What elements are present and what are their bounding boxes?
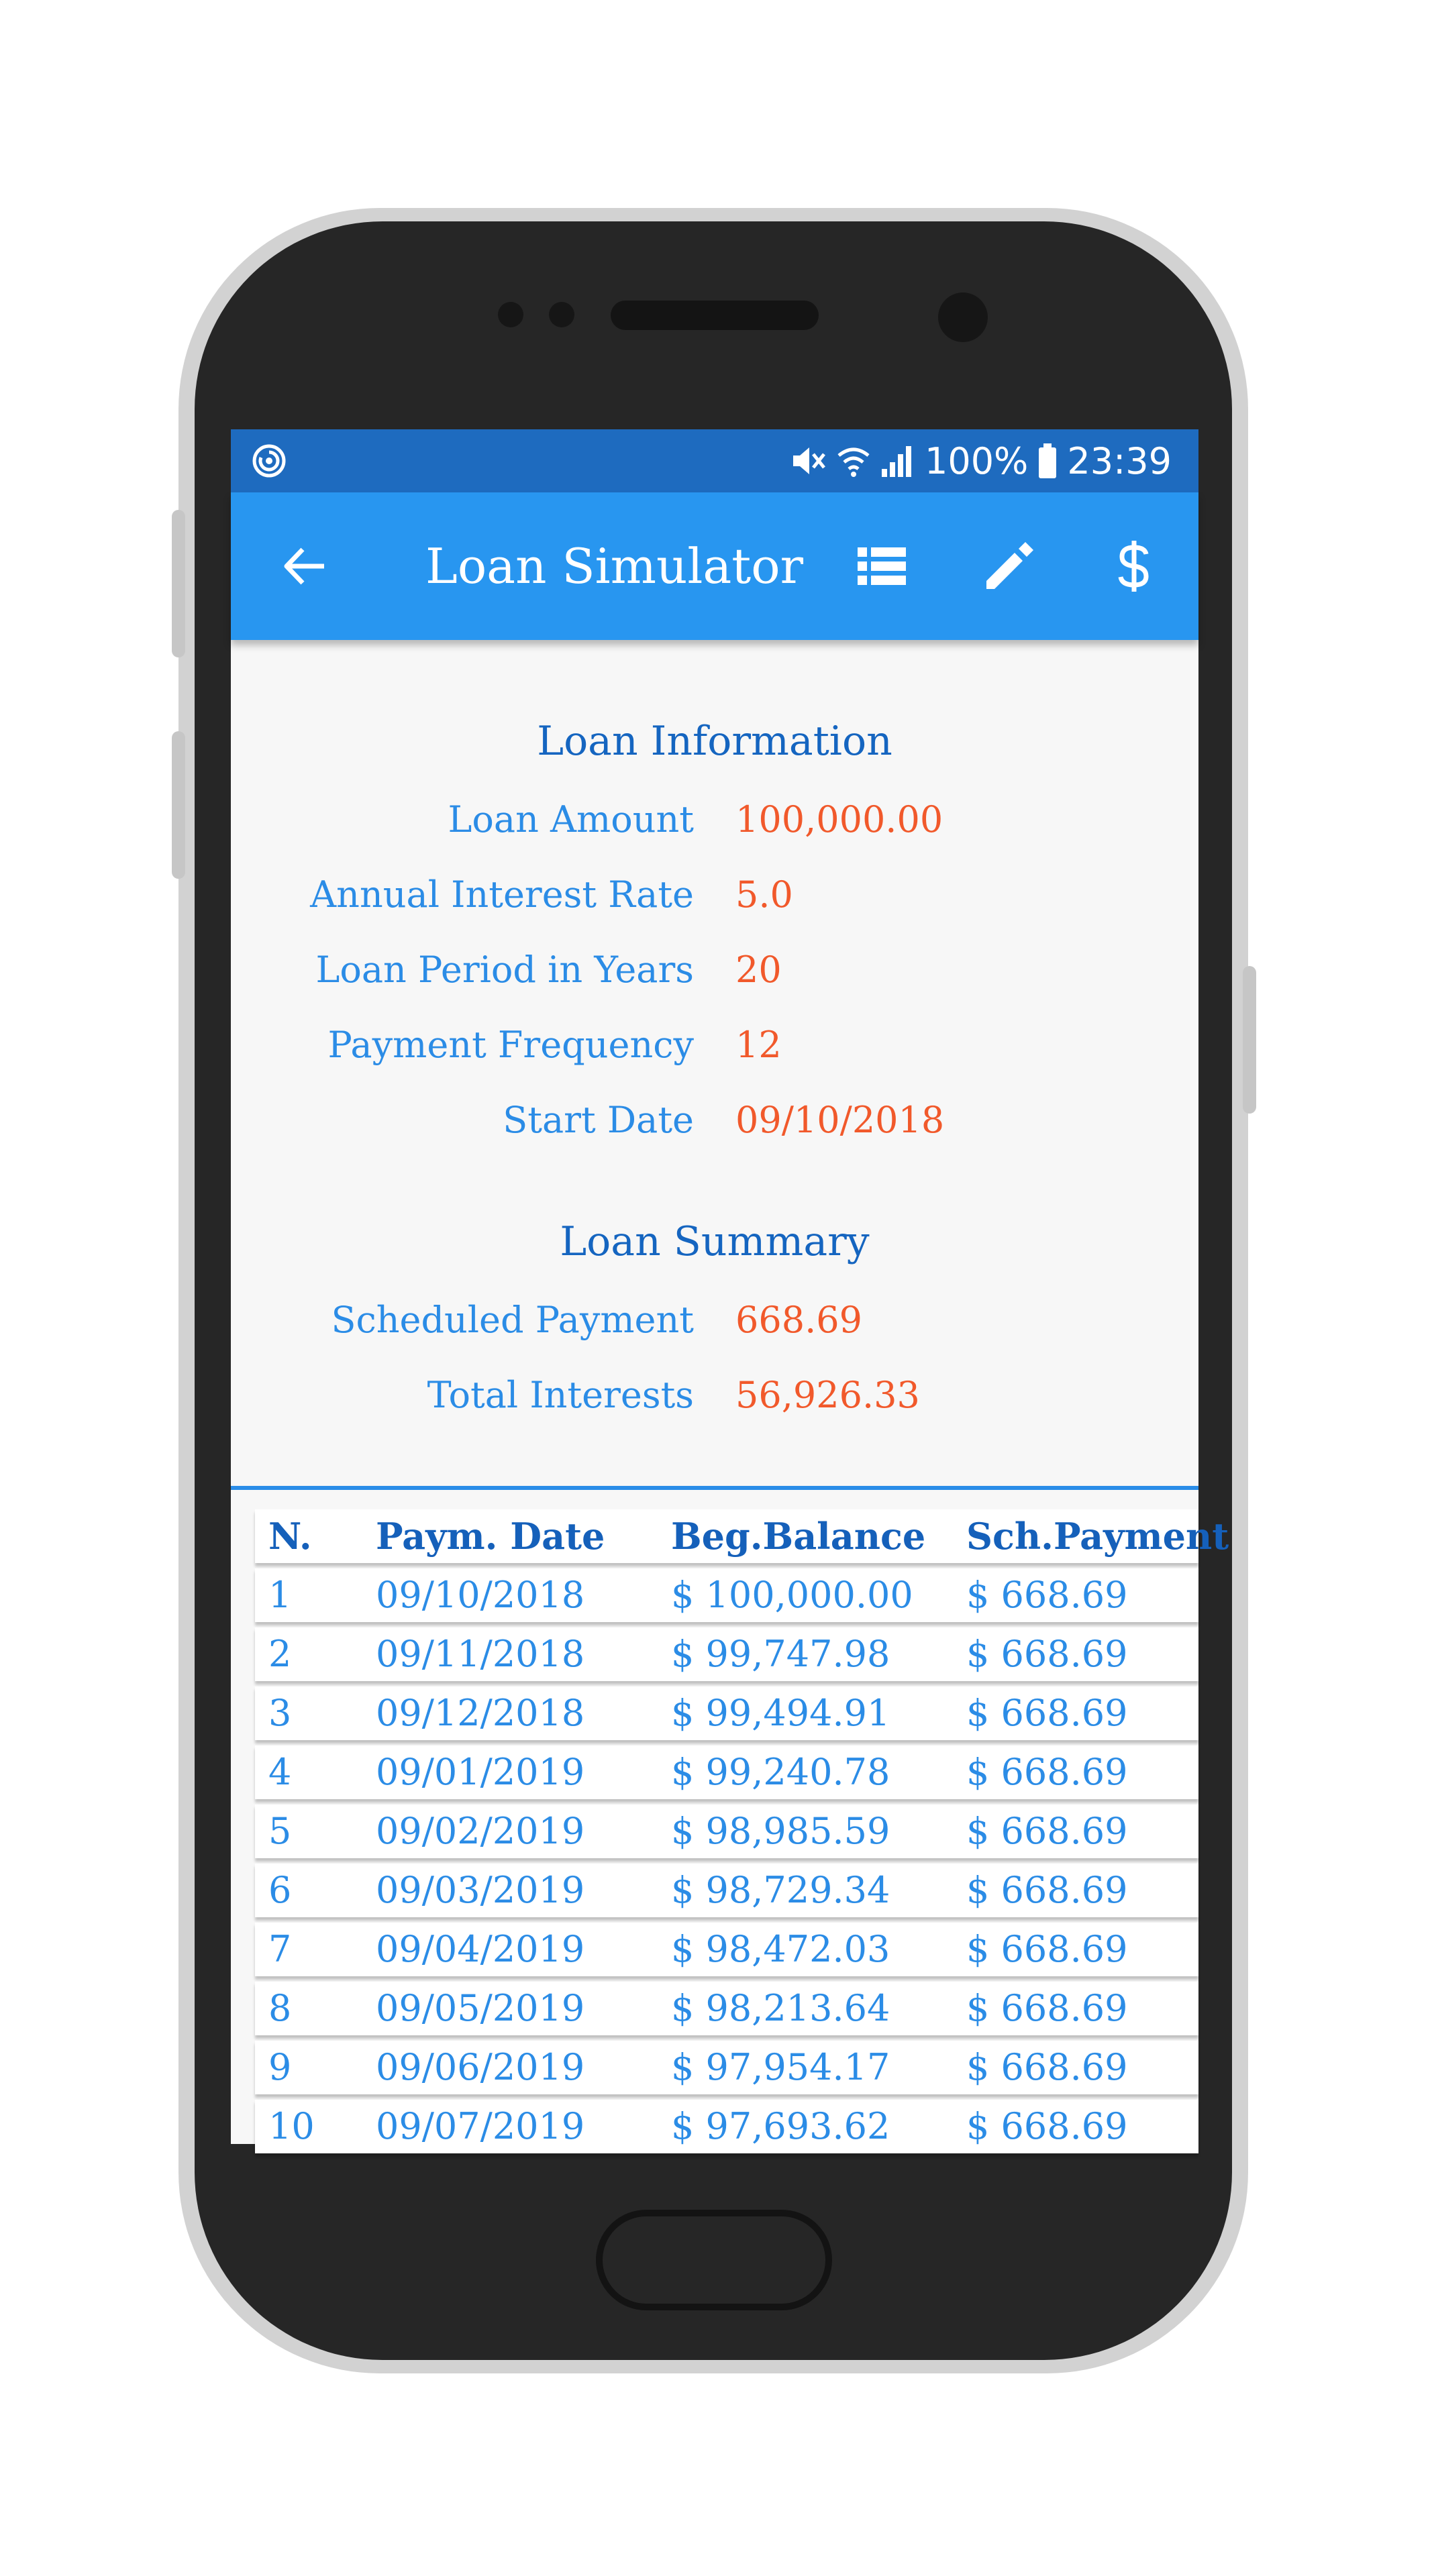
cell-number: 6: [268, 1869, 292, 1911]
dollar-icon: [1115, 539, 1153, 593]
cell-number: 2: [268, 1633, 292, 1675]
app-title: Loan Simulator: [425, 538, 803, 594]
info-row-loan-amount: [231, 798, 1198, 852]
cell-number: 1: [268, 1574, 292, 1616]
battery-percent: 100%: [924, 439, 1029, 482]
table-row[interactable]: [255, 1864, 1198, 1917]
battery-icon: [1037, 442, 1058, 480]
cell-balance: $ 98,213.64: [671, 1987, 890, 2029]
cell-date: 09/01/2019: [376, 1751, 585, 1793]
table-row[interactable]: [255, 1805, 1198, 1858]
info-value: 12: [735, 1024, 782, 1066]
table-row[interactable]: [255, 2100, 1198, 2153]
back-button[interactable]: [271, 533, 338, 600]
cell-balance: $ 99,240.78: [671, 1751, 890, 1793]
section-divider: [231, 1486, 1198, 1490]
header-beginning-balance: Beg.Balance: [671, 1515, 926, 1558]
cell-balance: $ 99,747.98: [671, 1633, 890, 1675]
cell-balance: $ 98,472.03: [671, 1928, 890, 1970]
front-camera: [938, 292, 988, 342]
table-row[interactable]: [255, 1982, 1198, 2035]
info-label: Loan Period in Years: [315, 949, 694, 991]
list-view-icon: [858, 545, 906, 588]
info-label: Annual Interest Rate: [310, 873, 694, 916]
sync-icon: [251, 443, 287, 479]
info-row-start-date: [231, 1099, 1198, 1152]
cell-balance: $ 99,494.91: [671, 1692, 890, 1734]
info-value: 20: [735, 949, 782, 991]
payment-button[interactable]: [1101, 533, 1168, 600]
cell-number: 8: [268, 1987, 292, 2029]
cell-payment: $ 668.69: [966, 1633, 1128, 1675]
sensor-dot: [498, 302, 523, 327]
info-row-interest-rate: [231, 873, 1198, 927]
table-row[interactable]: [255, 2041, 1198, 2094]
wifi-icon: [836, 442, 871, 480]
app-bar: [231, 492, 1198, 640]
cell-payment: $ 668.69: [966, 1928, 1128, 1970]
cell-number: 4: [268, 1751, 292, 1793]
info-label: Start Date: [503, 1099, 694, 1141]
cell-payment: $ 668.69: [966, 1692, 1128, 1734]
cell-payment: $ 668.69: [966, 1751, 1128, 1793]
header-scheduled-payment: Sch.Payment: [966, 1515, 1229, 1558]
table-row[interactable]: [255, 1746, 1198, 1799]
cell-date: 09/02/2019: [376, 1810, 585, 1852]
cell-balance: $ 98,985.59: [671, 1810, 890, 1852]
info-label: Scheduled Payment: [331, 1299, 694, 1341]
info-value: 668.69: [735, 1299, 862, 1341]
cell-date: 09/06/2019: [376, 2046, 585, 2088]
edit-pencil-icon: [984, 541, 1035, 592]
cell-number: 3: [268, 1692, 292, 1734]
cell-number: 7: [268, 1928, 292, 1970]
cell-date: 09/07/2019: [376, 2105, 585, 2147]
screen: [231, 429, 1229, 2147]
table-header: [255, 1509, 1229, 1563]
volume-up-button: [172, 510, 185, 657]
sensor-dot: [549, 302, 574, 327]
info-value: 100,000.00: [735, 798, 943, 841]
cell-balance: $ 100,000.00: [671, 1574, 913, 1616]
cell-number: 10: [268, 2105, 315, 2147]
info-label: Payment Frequency: [327, 1024, 694, 1066]
cell-number: 5: [268, 1810, 292, 1852]
volume-down-button: [172, 731, 185, 879]
info-label: Loan Amount: [448, 798, 694, 841]
clock: 23:39: [1067, 439, 1172, 482]
power-button: [1243, 966, 1256, 1114]
loan-information-title: Loan Information: [537, 718, 892, 765]
edit-button[interactable]: [976, 533, 1043, 600]
status-bar: [231, 429, 1198, 492]
schedule-list-button[interactable]: [848, 533, 915, 600]
cell-payment: $ 668.69: [966, 1810, 1128, 1852]
signal-icon: [880, 442, 915, 480]
cell-payment: $ 668.69: [966, 1987, 1128, 2029]
earpiece-speaker: [611, 301, 819, 330]
cell-balance: $ 97,693.62: [671, 2105, 890, 2147]
info-label: Total Interests: [427, 1374, 694, 1416]
header-payment-date: Paym. Date: [376, 1515, 605, 1558]
mute-icon: [789, 442, 827, 480]
cell-balance: $ 97,954.17: [671, 2046, 890, 2088]
info-row-payment-frequency: [231, 1024, 1198, 1077]
table-row[interactable]: [255, 1568, 1198, 1622]
back-arrow-icon: [281, 543, 328, 590]
cell-date: 09/03/2019: [376, 1869, 585, 1911]
info-value: 56,926.33: [735, 1374, 920, 1416]
cell-balance: $ 98,729.34: [671, 1869, 890, 1911]
cell-date: 09/12/2018: [376, 1692, 585, 1734]
summary-row-scheduled-payment: [231, 1299, 1198, 1352]
cell-payment: $ 668.69: [966, 2046, 1128, 2088]
cell-date: 09/11/2018: [376, 1633, 585, 1675]
cell-payment: $ 668.69: [966, 1869, 1128, 1911]
home-button[interactable]: [596, 2210, 832, 2310]
info-value: 5.0: [735, 873, 793, 916]
table-row[interactable]: [255, 1627, 1198, 1681]
cell-payment: $ 668.69: [966, 2105, 1128, 2147]
cell-date: 09/05/2019: [376, 1987, 585, 2029]
info-row-loan-period: [231, 949, 1198, 1002]
cell-date: 09/04/2019: [376, 1928, 585, 1970]
cell-number: 9: [268, 2046, 292, 2088]
table-row[interactable]: [255, 1686, 1198, 1740]
cell-date: 09/10/2018: [376, 1574, 585, 1616]
cell-payment: $ 668.69: [966, 1574, 1128, 1616]
info-value: 09/10/2018: [735, 1099, 945, 1141]
table-row[interactable]: [255, 1923, 1198, 1976]
status-right: [789, 429, 1172, 492]
header-number: N.: [268, 1515, 312, 1558]
summary-row-total-interests: [231, 1374, 1198, 1428]
loan-summary-title: Loan Summary: [560, 1218, 870, 1265]
